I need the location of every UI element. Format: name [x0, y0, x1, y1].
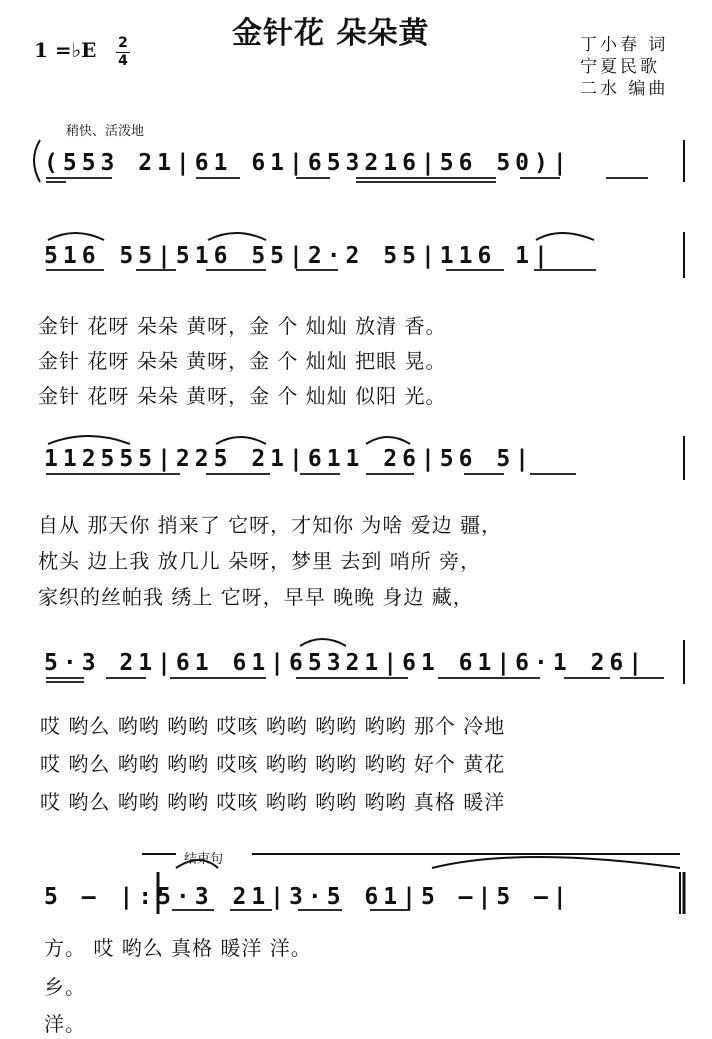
lyric-row-3-verse-1: 自从 那天你 捎来了 它呀，才知你 为啥 爱边 疆， — [38, 513, 503, 537]
slurs — [48, 233, 680, 868]
key-signature: 1 =♭E — [34, 38, 97, 62]
lyric-row-4-verse-1: 哎 哟么 哟哟 哟哟 哎咳 哟哟 哟哟 哟哟 那个 冷地 — [40, 714, 506, 738]
song-title: 金针花 朵朵黄 — [232, 16, 430, 51]
notes-row-5: 5 — |:5·3 21|3·5 61|5 —|5 —| — [44, 884, 572, 910]
lyric-row-2-verse-2: 金针 花呀 朵朵 黄呀，金 个 灿灿 把眼 晃。 — [38, 349, 447, 373]
lyric-row-5-verse-2: 乡。 — [44, 975, 86, 999]
credit-lyrics: 丁小春 词 — [580, 35, 669, 55]
lyric-row-2-verse-3: 金针 花呀 朵朵 黄呀，金 个 灿灿 似阳 光。 — [38, 384, 447, 408]
beams — [46, 178, 664, 910]
lyric-row-4-verse-3: 哎 哟么 哟哟 哟哟 哎咳 哟哟 哟哟 哟哟 真格 暖洋 — [40, 790, 506, 814]
lyric-row-5-verse-1: 方。 哎 哟么 真格 暖洋 洋。 — [44, 936, 312, 960]
credit-origin: 宁夏民歌 — [580, 57, 660, 77]
tempo-marking: 稍快、活泼地 — [66, 124, 145, 139]
meter-bottom: 4 — [118, 53, 128, 69]
lyric-row-2-verse-1: 金针 花呀 朵朵 黄呀，金 个 灿灿 放清 香。 — [38, 314, 447, 338]
notes-row-3: 112555|225 21|611 26|56 5| — [44, 446, 535, 472]
meter-top: 2 — [118, 35, 128, 51]
lyric-row-3-verse-3: 家织的丝帕我 绣上 它呀，早早 晚晚 身边 藏， — [38, 585, 474, 609]
notes-row-2: 516 55|516 55|2·2 55|116 1| — [44, 243, 553, 269]
barlines — [158, 140, 684, 914]
notes-row-1: (553 21|61 61|653216|56 50)| — [44, 150, 572, 176]
notes-row-4: 5·3 21|61 61|65321|61 61|6·1 26| — [44, 650, 648, 676]
lyric-row-4-verse-2: 哎 哟么 哟哟 哟哟 哎咳 哟哟 哟哟 哟哟 好个 黄花 — [40, 752, 506, 776]
lyric-row-5-verse-3: 洋。 — [44, 1012, 86, 1036]
coda-label: 结束句 — [184, 852, 224, 867]
credit-arranger: 二水 编曲 — [580, 79, 669, 99]
lyric-row-3-verse-2: 枕头 边上我 放几儿 朵呀，梦里 去到 哨所 旁， — [38, 549, 482, 573]
